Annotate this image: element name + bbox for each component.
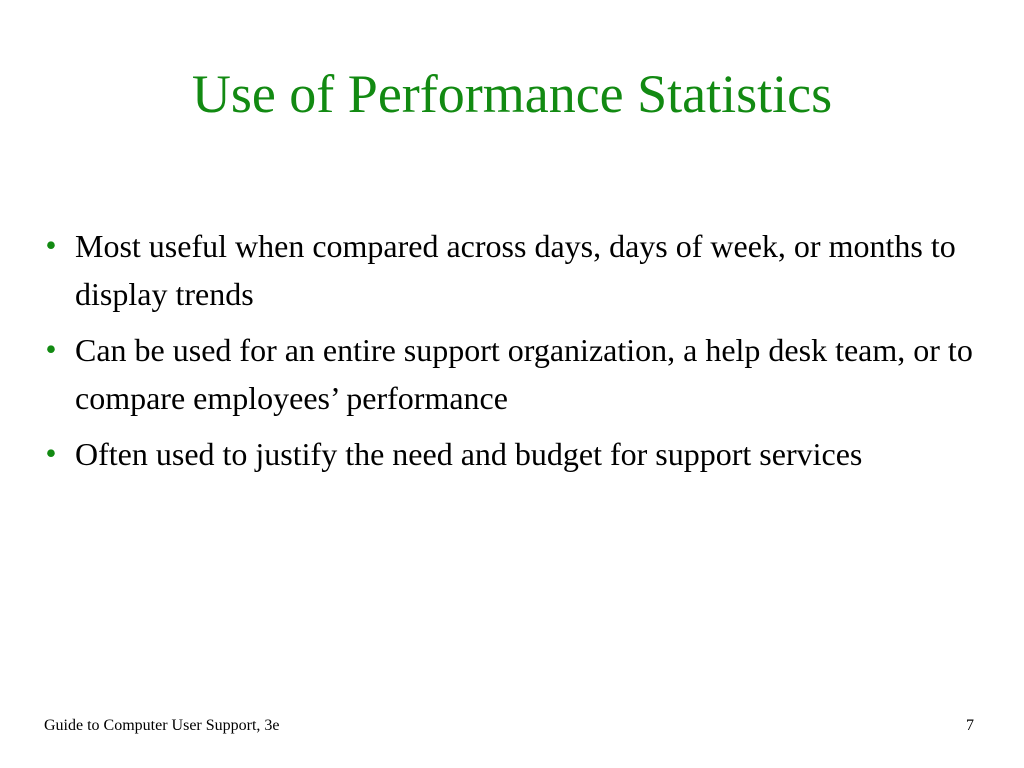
footer-source: Guide to Computer User Support, 3e <box>44 717 280 734</box>
bullet-dot-icon: • <box>45 331 57 367</box>
bullet-dot-icon: • <box>45 227 57 263</box>
bullet-text: Most useful when compared across days, days of week, or months to display trends <box>75 228 956 312</box>
bullet-list <box>40 222 980 486</box>
bullet-item <box>40 222 980 318</box>
page-number: 7 <box>966 717 974 734</box>
bullet-dot-icon: • <box>45 435 57 471</box>
bullet-item <box>40 430 980 478</box>
bullet-item <box>40 326 980 422</box>
bullet-text: Often used to justify the need and budget for support services <box>75 436 863 472</box>
bullet-text: Can be used for an entire support organization, a help desk team, or to compare employees’ performance <box>75 332 973 416</box>
slide-title: Use of Performance Statistics <box>191 64 833 124</box>
